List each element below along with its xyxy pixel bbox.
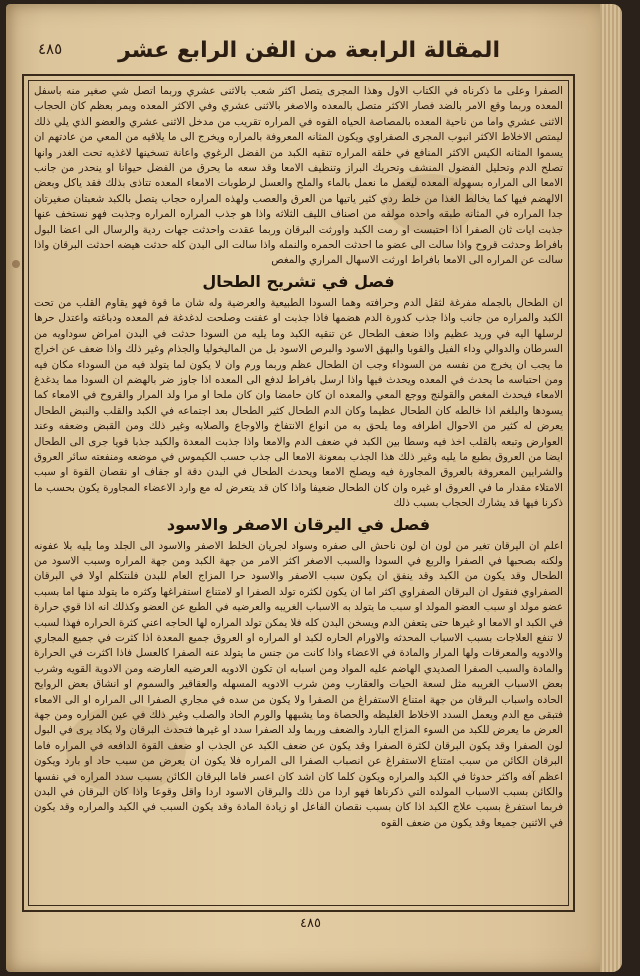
- section-text: اعلم ان اليرقان تغير من لون ان لون ناحش الى صفره وسواد لجريان الخلط الاصفر والاسود الى الجلد وما يليه بلا عفونه ولكنه بصحبها في الصفرا والربع في السودا والسبب الاصغر اكثر الامر من جهة الكبد ومن جهة المراره وسبب الاسود من الطحال وقد يكون من الكبد وقد ينفق ان يكون سبب الاصفر والاسود حرا المزاج العام للبدن فلنتكلم اولا في البرقان الصفراوي فنقول ان البرقان الصفراوي اكثر اما ان يكون لكثره تولد الصفرا او لامتناع استفراغها وكثره ما يتولد منها اما بسبب عضو مولد او سبب العضو المولد او سبب ما يتولد به الاسباب الغريبه والعرضيه في الطبع عن العضو وكذلك انه اذا قوي حرارة في الكبد او الامعا او غيرها حتى يتعفن الدم ويسخن البدن كله فلا يمكن تولد المراره لها الحاجه اعني كثرة الحراره فهذا لسبب لا تنفع العلاجات بسبب الاسباب المحدثه والاورام الحاره لكبد او المراره او العروق جميع المعدة اذا كثرت في جميع المجاري والادويه والمعرقات ولها المرار والمادة في الاعضاء واذا كانت من جنس ما يتولد عنه الصفرا كالعسل فاذا اكثرت في الحرارة والمادة والسبب الصفرا الصديدي الهاضم عليه المواد ومن اسبابه ان تكون الادويه العرضيه العارضه ومن الادوية القويه وشرب بعض الاسباب الغريبه مثل لسعة الحيات والعقارب ومن شرب الادويه المسهله والعقاقير والسموم او انشاق بعض الروايح الحاده واسباب البرقان من جهة امتناع الاستفراغ من الصفرا ولا يكون من سده في مجاري الصفرا الى المراره او الى الامعاء فتبقى مع الدم ويعمل السدد الاخلاط الغليظه والحصاة وما يشبهها والورم الحاد والصلب وغير ذلك في عين المراره ومن جهة العرض ما يعرض للكبد من السوء المزاج البارد والضعف وربما ولد الصفرا سدد او غيرها فتحدث البرقان ولا يكاد يرى في البول لون الصفرا وقد يكون البرقان لكثرة الصفرا وقد يكون عن ضعف الكبد عن الجذب او ضعف القوة الدافعه في المراره فاما البرقان الكائن من سبب امتناع الاستفراغ عن انصباب الصفرا الى المراره فلا يكون ان يعرض من سبب حاد او بارد ويكون اعظم آفه واكثر حدوثا في الكبد والمراره ويكون كلما كان اشد كان اعسر فاما البرقان الكائن بسبب سدد المراره في نفسها والكائن بسبب الاسباب المولده التي ذكرناها فهو اردا من ذلك والبرقان الاسود اردا واقل وقوعا واذا كان البرقان في البدن فربما استفرغ بسبب علاج الكبد اذا كان بسبب نقصان الفاعل او زيادة المادة وقد يكون السبب في الكبد والمراره وقد يكون في الاثنين جميعا وقد يكون من ضعف القوه: [34, 539, 563, 829]
- section-heading: فصل في تشريح الطحال: [202, 271, 395, 291]
- running-title: المقالة الرابعة من الفن الرابع عشر: [118, 38, 500, 63]
- section-text: الصفرا وعلى ما ذكرناه في الكتاب الاول وهذا المجرى يتصل اكثر شعب بالاثنى عشري وربما اتصل شي صغير منه باسفل المعده وربما وقع الامر بالضد فصار الاكثر متصل بالمعده والاصغر بالاثنى عشري وفي الاكثر المعده ويمر بعظم كان الحجاب الاثنى عشري واما من ناحية المعده بالمصاصة الحياه القوه في المراره تقريب من مدخل الاثنى عشري والعضو الذي يلي ذلك ليمتص الاخلاط الاكثر انبوب المجرى الصفراوي ويكون المثانه المعروفة بالمراره ويخرج الى ما يلاقيه من المعي من عادتهم ان يسموا المثانه الكيس الاكثر المنافع في خلقه المراره تنقيه الكبد من الفضل الرغوي واعانة تسخينها لاغذيه تحت الغدر وانها تصلح الدم وتحليل الفضول المنشف وتحريك البراز وتنظيف الامعا وقد سعه ما يحرق من الفضل حيوانا او ينحدر من جانب الامعا الى المراره بسهوله المعده ليعمل ما نعمل بالماء والملح والعسل لرطوبات الامعاء المعده تتاذى بذلك فقد ياكل وبعض الالهضم فيها كما يخالط الغذا من خلط ردي كثير ياتيها من العرق والعصب ولهذه المراره حجاب يتصل بالكبد شعبتان صغيرتان جدا المراره في المثانه طبقه واحده مولفه من اصناف الليف الثلاثه واذا هو جذب المراره المراره وجذبت فهو نستخف عنها جذبت ايات ثان الصفرا اذا احتبست او رمت الكبد واورثت البرقان وربما عقدت واحدثت جهات ردية والرسال الى اعضا البول بافراط وحدثت قروح واذا سالت الى عضو ما احدثت الحمره والنمله واذا سالت الى البدن كله حدثت هيضه احدثت البرقان واذا سالت عن المراره الى الامعا بافراط اورثت الاسهال المراري والمغص: [34, 85, 563, 267]
- section-heading: فصل في اليرقان الاصفر والاسود: [166, 514, 431, 534]
- folio-number-top: ٤٨٥: [38, 40, 63, 58]
- main-text: [34, 84, 563, 904]
- page-edge: [600, 4, 622, 972]
- folio-number-bottom: ٤٨٥: [300, 916, 321, 931]
- page-header: [30, 34, 570, 70]
- margin-mark-icon: [12, 260, 20, 268]
- section-text: ان الطحال بالجمله مفرغة لثقل الدم وحرافته وهما السودا الطبيعية والعرضية وله شان ما قوة فهو يقاوم القلب من تحت الكبد والمراره من جانب واذا جذب كدورة الدم هضمها فاذا جذبت او عفنت وصلحت لدغدغة فم المعده ودباغته واعتدل حرها لرسلها اليه في وريد عظيم واذا ضعف الطحال عن تنقيه الكبد وما يليه من السودا حدثت في البدن امراض سوداويه من السرطان والدوالي وداء الفيل والقوبا والبهق الاسود والبرص الاسود بل من الماليخوليا والجذام وغير ذلك واذا ضعف عن اخراج ما يجب ان يخرج من نفسه من السوداء وجب ان الطحال عظم وربما ورم وان لا يكون لما يتولد فيه من السوداء مكان فيه ومن احتباسه ما يحدث في المعده ويحدث فيها واذا ارسل بافراط لدفع الى المعده اذا جاوز ضر بالهضم ان السودا مما يدغدغ الامعاء فيحدث المغص والقولنج ووجع المعي والمعده ان كان حامضا وان كان ملحا او مرا ولد المرار والقروح في الامعاء كما يسودها والبلغم اذا خالطه كان الطحال عظيما وكان الدم الطحال كثير الطحال بعد اجتماعه في الكبد والقلب والنبض الطحال يعرض له كثير من الاحوال اطرافه وما يلحق به من انواع الانتفاخ والاوجاع والصلابه وغير ذلك ومن القبض وضعفه وعند العوارض وتبعه بالقلب اخذ فيه وسطا بين الكبد في ضعف الدم والامعا واذا جذبت المعدة والكبد جذبا قويا جرى الى الطحال ايضا من العروق بطبع ما يليه وغير ذلك هذا الجذب بمعونة الامعا الى جذب حسب الكيموس في موضعه ومنفعته سائر العروق والشرايين المعروفة بالعروق المجاورة فيه ويصلح الامعا ويحدث الطحال في البدن دقة او جفاف او نقصان القوة او سبب الامتلاء مقدار ما في العروق او غيره وان كان الطحال ضعيفا واذا كان قد يتعرض له مع وارد الاعضاء المجاورة يكون بحسب ما ذكرنا فيها قد يشارك الحجاب بسبب ذلك: [34, 296, 563, 510]
